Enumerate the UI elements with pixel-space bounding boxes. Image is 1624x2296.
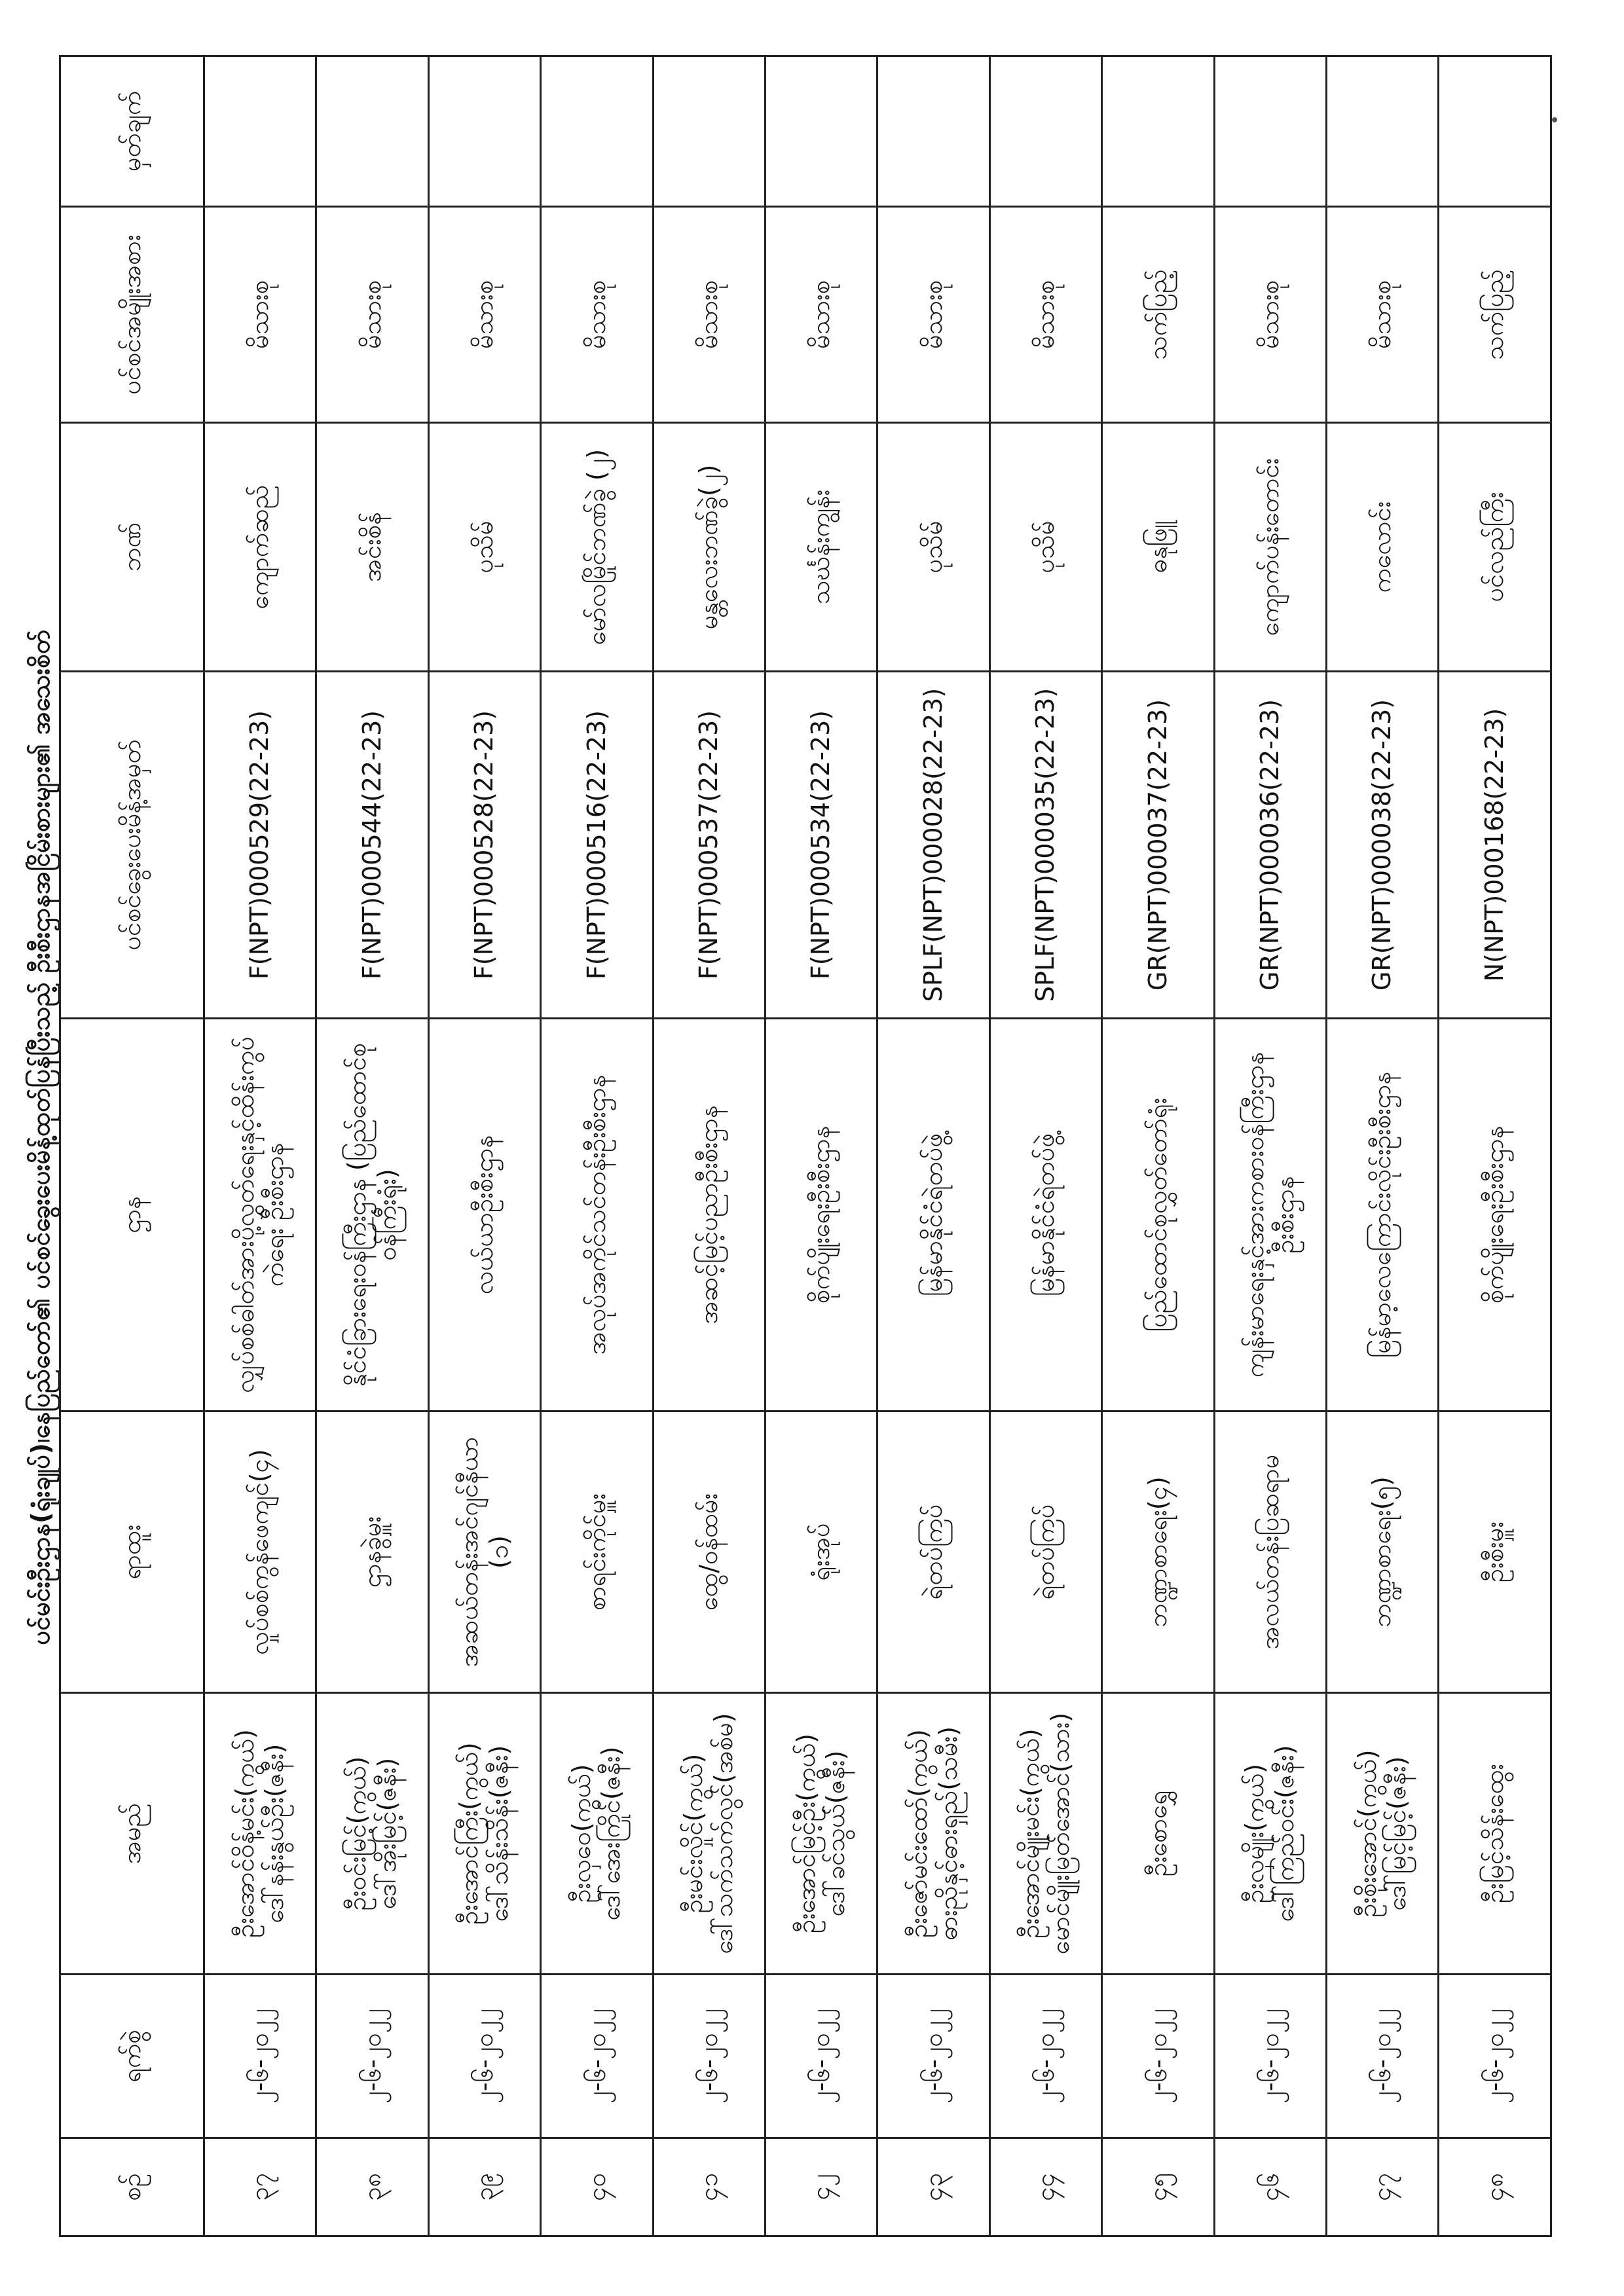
table-row — [204, 56, 316, 2236]
name-line-2: ဒေါ်အိုးမြင့်(ဇနီး) — [372, 1757, 401, 1910]
cell-department: လယ်ယာဦးစီးဌာန — [428, 1019, 540, 1412]
cell-date: ၂-၆-၂၀၂၂ — [1214, 1975, 1326, 2138]
cell-remark — [1102, 56, 1214, 207]
cell-rank: ဌာနခွဲမှူး — [316, 1412, 428, 1693]
cell-bank: ကျောက်ပန်းတောင်း — [1214, 423, 1326, 672]
cell-department: စိုက်ပျိုးရေးဦးစီးဌာန — [1439, 1019, 1551, 1412]
header-row — [60, 56, 204, 2236]
cell-pension-type: မိသားစု — [1327, 207, 1439, 423]
cell-date: ၂-၆-၂၀၂၂ — [989, 1975, 1101, 2138]
header-order-no: ပင်စင်ခွေးပေးမိန့်အမှတ် — [60, 672, 204, 1019]
name-line-1: ဦးလှမျိုး(ကွယ်) — [1240, 1764, 1270, 1903]
cell-no: ၄၀ — [541, 2138, 653, 2236]
cell-department: မြန်မာနိုင်ငံရဲတပ်ဖွဲ့ — [877, 1019, 989, 1412]
header-remark: မှတ်ချက် — [60, 56, 204, 207]
cell-order-no: F(NPT)000544(22-23) — [316, 672, 428, 1019]
cell-no: ၄၃ — [877, 2138, 989, 2236]
cell-bank: ဓနုဖြူ — [1102, 423, 1214, 672]
cell-bank: ပင်လည်ကြီး — [1439, 423, 1551, 672]
name-line-2: ဒေါ်မြင့်မြင့်(ဇနီး) — [1382, 1756, 1412, 1911]
header-date: ရက်စွဲ — [60, 1975, 204, 2138]
cell-remark — [989, 56, 1101, 207]
cell-bank: ကလောင်း — [1327, 423, 1439, 672]
header-department: ဌာန — [60, 1019, 204, 1412]
cell-name — [1439, 1693, 1551, 1975]
cell-bank: အင်းစိန် — [316, 423, 428, 672]
cell-bank: ပုသိမ် — [877, 423, 989, 672]
cell-department: ပြည်ထောင်စုလွှတ်တော်ရုံး — [1102, 1019, 1214, 1412]
table-row — [877, 56, 989, 2236]
cell-rank: အလယ်တန်းပြဆရာမ — [1214, 1412, 1326, 1693]
table-row — [1102, 56, 1214, 2236]
cell-order-no: GR(NPT)000037(22-23) — [1102, 672, 1214, 1019]
cell-pension-type: မိသားစု — [204, 207, 316, 423]
cell-no: ၃၈ — [316, 2138, 428, 2236]
cell-date: ၂-၆-၂၀၂၂ — [316, 1975, 428, 2138]
name-line-2: ဒေါ်အေးကြိုင်(ဇနီး) — [597, 1746, 626, 1921]
cell-remark — [428, 56, 540, 207]
cell-date: ၂-၆-၂၀၂၂ — [204, 1975, 316, 2138]
cell-remark — [541, 56, 653, 207]
name-line-2: ဒေါ်သက်သက်လွင်(အစ်မ) — [709, 1713, 738, 1954]
cell-order-no: GR(NPT)000038(22-23) — [1327, 672, 1439, 1019]
name-line-1: ဦးမြင့်သိန်းထွေး — [1479, 1764, 1509, 1903]
header-bank: ဘဏ် — [60, 423, 204, 672]
name-line-1: ဦးစောရွှေ — [1143, 1790, 1172, 1877]
table-row — [653, 56, 765, 2236]
cell-name — [204, 1693, 316, 1975]
name-line-1: ဦးဝင်းမြင့်(ကွယ်) — [342, 1756, 372, 1911]
cell-no: ၃၇ — [204, 2138, 316, 2236]
cell-name — [989, 1693, 1101, 1975]
cell-remark — [766, 56, 877, 207]
cell-department: မြန်မာနိုင်ငံရဲတပ်ဖွဲ့ — [989, 1019, 1101, 1412]
cell-department: လျှပ်စစ်ဓါတ်အားပို့လွှတ်ရေးနှင့်ထိန်းကွပ်ကဲရေး ဦးစီးဌာန — [204, 1019, 316, 1412]
header-pension-type: ပင်စင်အမျိုးအစား — [60, 207, 204, 423]
name-line-1: ဦးအောင်မြင့်ဦး(ကွယ်) — [791, 1733, 821, 1934]
cell-date: ၂-၆-၂၀၂၂ — [653, 1975, 765, 2138]
cell-name — [316, 1693, 428, 1975]
cell-department: ကျန်းမာရေးနှင့်အားကစားဝန်ကြီးဌာန ဦးစီးဌာန — [1214, 1019, 1326, 1412]
cell-name — [1327, 1693, 1439, 1975]
page-title: ပင်မင်းဦးဌာန(ရုံးချုပ်)၊နေပြည်တော်၏ ပင်စင်ခွေးပေးမိန့်ထုတ်ပြန်ပြီးသည့် ဦးစီးဌာနအငြိမ်းစားများ၏ အသေးစိတ် — [26, 629, 55, 1645]
cell-name — [541, 1693, 653, 1975]
table-row — [428, 56, 540, 2236]
cell-order-no: F(NPT)000528(22-23) — [428, 672, 540, 1019]
cell-date: ၂-၆-၂၀၂၂ — [766, 1975, 877, 2138]
cell-name — [1102, 1693, 1214, 1975]
cell-order-no: SPLF(NPT)000028(22-23) — [877, 672, 989, 1019]
cell-rank: ရုံးအုပ် — [766, 1412, 877, 1693]
cell-department: အလုပ်အကိုင်သင်တန်းဦးစီးဌာန — [541, 1019, 653, 1412]
cell-rank: ထွေ/ဝန်ထမ်း — [653, 1412, 765, 1693]
cell-no: ၄၅ — [1102, 2138, 1214, 2236]
cell-rank: ရဲတပ်ကြပ် — [877, 1412, 989, 1693]
name-line-2: ဒေါ်ခင်သွယ်(ဇနီး) — [821, 1750, 851, 1917]
cell-remark — [877, 56, 989, 207]
cell-department: အဆင့်မြင့်ပညာဦးစီးဌာန — [653, 1019, 765, 1412]
cell-department: နိုင်ငံခြားရေးဝန်ကြီးဌာန (ပြည်ထောင်စုဝန်ကြီးရုံး) — [316, 1019, 428, 1412]
cell-order-no: F(NPT)000534(22-23) — [766, 672, 877, 1019]
cell-date: ၂-၆-၂၀၂၂ — [1327, 1975, 1439, 2138]
cell-name — [653, 1693, 765, 1975]
cell-remark — [1439, 56, 1551, 207]
header-name: အမည် — [60, 1693, 204, 1975]
cell-order-no: F(NPT)000516(22-23) — [541, 672, 653, 1019]
cell-pension-type: မိသားစု — [989, 207, 1101, 423]
table-row — [1214, 56, 1326, 2236]
name-line-1: ဦးဇော်မင်းထော်(ကွယ်) — [904, 1729, 933, 1938]
cell-bank: မန္တလေးဘဏ်ခွဲ(၂) — [653, 423, 765, 672]
table-row — [766, 56, 877, 2236]
cell-date: ၂-၆-၂၀၂၂ — [877, 1975, 989, 2138]
cell-rank: ဘဏ္ဍာစာရေး(၄) — [1102, 1412, 1214, 1693]
cell-pension-type: မိသားစု — [766, 207, 877, 423]
cell-bank: မော်လမြိုင်ဘဏ်ခွဲ (၂) — [541, 423, 653, 672]
cell-date: ၂-၆-၂၀၂၂ — [428, 1975, 540, 2138]
cell-pension-type: သက်ပြည့် — [1102, 207, 1214, 423]
name-line-1: ဦးလှဝေ(ကွယ်) — [566, 1764, 596, 1903]
cell-date: ၂-၆-၂၀၂၂ — [1102, 1975, 1214, 2138]
cell-department: စိုက်ပျိုးရေးဦးစီးဌာန — [766, 1019, 877, 1412]
name-line-2: ဓားညိုနှင့်ဓားရှည်(သမီး) — [933, 1726, 963, 1941]
cell-order-no: F(NPT)000537(22-23) — [653, 672, 765, 1019]
scan-mark — [1552, 117, 1557, 122]
header-rank: ရာထူး — [60, 1412, 204, 1693]
name-line-1: ဦးစိုးအောင်(ကွယ်) — [1352, 1749, 1382, 1918]
cell-rank: ဘဏ္ဍာစာရေး(၅) — [1327, 1412, 1439, 1693]
cell-pension-type: မိသားစု — [428, 207, 540, 423]
cell-rank: လှုပ်စစ်ကွန်ဖေကျင်(၄) — [204, 1412, 316, 1693]
cell-pension-type: မိသားစု — [653, 207, 765, 423]
name-line-2: ဒေါ်နန်းနွယ်ဦး(ဇနီး) — [260, 1743, 289, 1923]
cell-name — [877, 1693, 989, 1975]
cell-pension-type: မိသားစု — [316, 207, 428, 423]
name-line-1: ဦးအောင်မျိုးမင်း(ကွယ်) — [1016, 1728, 1045, 1939]
name-line-1: ဦးအောင်ဝိန့်မင်း(ကွယ်) — [230, 1729, 259, 1938]
table-row — [1327, 56, 1439, 2236]
cell-order-no: N(NPT)000168(22-23) — [1439, 672, 1551, 1019]
cell-order-no: SPLF(NPT)000035(22-23) — [989, 672, 1101, 1019]
cell-pension-type: မိသားစု — [541, 207, 653, 423]
cell-bank: ပုသိမ် — [989, 423, 1101, 672]
cell-no: ၄၆ — [1214, 2138, 1326, 2236]
cell-rank: စာရင်းကိုင်မှူး — [541, 1412, 653, 1693]
cell-remark — [204, 56, 316, 207]
cell-no: ၃၉ — [428, 2138, 540, 2236]
cell-date: ၂-၆-၂၀၂၂ — [1439, 1975, 1551, 2138]
cell-name — [1214, 1693, 1326, 1975]
cell-order-no: F(NPT)000529(22-23) — [204, 672, 316, 1019]
cell-pension-type: မိသားစု — [877, 207, 989, 423]
cell-remark — [316, 56, 428, 207]
cell-bank: ပုသိမ် — [428, 423, 540, 672]
name-line-2: ဒေါ်သိန်းသိန်း(ဇနီး) — [485, 1745, 514, 1922]
cell-order-no: GR(NPT)000036(22-23) — [1214, 672, 1326, 1019]
pension-table — [59, 55, 1552, 2237]
cell-bank: ကျောက်ဆည် — [204, 423, 316, 672]
name-line-1: ဦးအောင်ကြီး(ကွယ်) — [454, 1742, 484, 1925]
cell-no: ၄၇ — [1327, 2138, 1439, 2236]
cell-rank: ရဲတပ်ကြပ် — [989, 1412, 1101, 1693]
name-line-2: ဒေါ်ကြည်ဝင်း(ဇနီး) — [1270, 1745, 1299, 1922]
cell-pension-type: မိသားစု — [1214, 207, 1326, 423]
cell-rank: ဦးစီးမှူး — [1439, 1412, 1551, 1693]
name-line-1: ဦးမင်းလှိုင်(ကွယ်) — [679, 1753, 709, 1914]
cell-no: ၄၂ — [766, 2138, 877, 2236]
cell-name — [766, 1693, 877, 1975]
name-line-2: မောင်မျိုးမြတ်အောင်(သား) — [1046, 1712, 1075, 1955]
cell-remark — [1327, 56, 1439, 207]
cell-remark — [1214, 56, 1326, 207]
table-row — [541, 56, 653, 2236]
cell-bank: သင်္ဃန်းကျွန်း — [766, 423, 877, 672]
cell-name — [428, 1693, 540, 1975]
table-row — [316, 56, 428, 2236]
cell-no: ၄၈ — [1439, 2138, 1551, 2236]
header-no: စဉ် — [60, 2138, 204, 2236]
cell-pension-type: သက်ပြည့် — [1439, 207, 1551, 423]
table-row — [989, 56, 1101, 2236]
cell-rank: အဆယ်တန်းအင်ဂျင်နီယာ (၁) — [428, 1412, 540, 1693]
cell-no: ၄၁ — [653, 2138, 765, 2236]
table-row — [1439, 56, 1551, 2236]
cell-date: ၂-၆-၂၀၂၂ — [541, 1975, 653, 2138]
cell-department: မြန်မာ့လေကြောင်းလိုင်းဦးစီးဌာန — [1327, 1019, 1439, 1412]
cell-remark — [653, 56, 765, 207]
cell-no: ၄၄ — [989, 2138, 1101, 2236]
